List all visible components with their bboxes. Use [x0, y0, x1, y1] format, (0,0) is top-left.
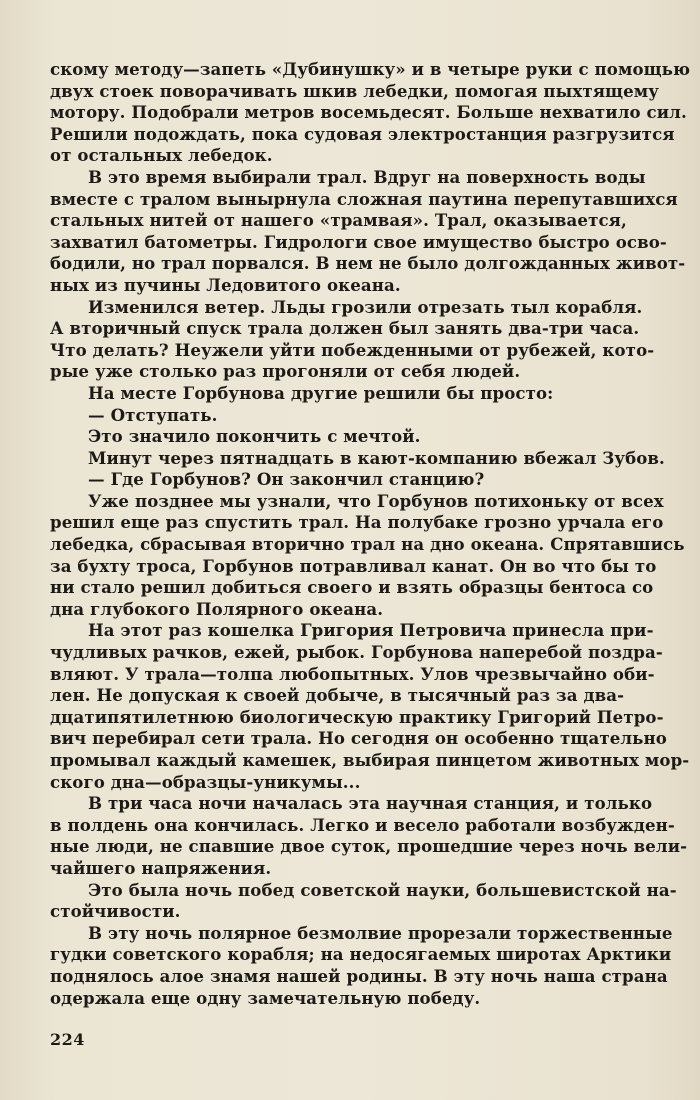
body-text	[50, 59, 690, 1009]
paragraph-start-line: На месте Горбунова другие решили бы просто:	[88, 382, 554, 403]
text-line: лен. Не допуская к своей добыче, в тысячный раз за два-	[50, 685, 625, 706]
text-line: дна глубокого Полярного океана.	[50, 598, 384, 619]
dialogue-line: — Отступать.	[88, 404, 218, 425]
text-line: А вторичный спуск трала должен был занять два-три часа.	[50, 318, 640, 339]
paragraph-start-line: В три часа ночи началась эта научная станция, и только	[88, 793, 653, 814]
text-line: решил еще раз спустить трал. На полубаке грозно урчала его	[50, 512, 664, 533]
text-line: ных из пучины Ледовитого океана.	[50, 274, 401, 295]
text-line: за бухту троса, Горбунов потравливал канат. Он во что бы то	[50, 555, 657, 576]
paragraph-start-line: Это была ночь побед советской науки, большевистской на-	[88, 879, 677, 900]
text-line: захватил батометры. Гидрологи свое имущество быстро осво-	[50, 231, 667, 252]
text-line: от остальных лебедок.	[50, 145, 273, 166]
text-line: мотору. Подобрали метров восемьдесят. Больше нехватило сил.	[50, 102, 687, 123]
text-line: дцатипятилетнюю биологическую практику Григорий Петро-	[50, 706, 664, 727]
text-line: гудки советского корабля; на недосягаемых широтах Арктики	[50, 944, 672, 965]
text-line: ского дна—образцы-уникумы...	[50, 771, 361, 792]
text-line: чайшего напряжения.	[50, 857, 272, 878]
text-line: лебедка, сбрасывая вторично трал на дно океана. Спрятавшись	[50, 534, 685, 555]
paragraph-start-line: В эту ночь полярное безмолвие прорезали торжественные	[88, 922, 673, 943]
text-line: вич перебирал сети трала. Но сегодня он особенно тщательно	[50, 728, 667, 749]
text-line: рые уже столько раз прогоняли от себя людей.	[50, 361, 521, 382]
text-line: двух стоек поворачивать шкив лебедки, помогая пыхтящему	[50, 80, 660, 101]
text-line: ные люди, не спавшие двое суток, прошедшие через ночь вели-	[50, 836, 688, 857]
text-line: вместе с тралом вынырнула сложная паутина перепутавшихся	[50, 188, 678, 209]
text-line: чудливых рачков, ежей, рыбок. Горбунова наперебой поздра-	[50, 642, 663, 663]
text-line: стойчивости.	[50, 901, 181, 922]
text-line: вляют. У трала—толпа любопытных. Улов чрезвычайно оби-	[50, 663, 655, 684]
text-line: Решили подождать, пока судовая электростанция разгрузится	[50, 123, 675, 144]
paragraph-start-line: Уже позднее мы узнали, что Горбунов потихоньку от всех	[88, 490, 664, 511]
text-line: Что делать? Неужели уйти побежденными от рубежей, кото-	[50, 339, 655, 360]
text-line: поднялось алое знамя нашей родины. В эту ночь наша страна	[50, 965, 668, 986]
paragraph-start-line: В это время выбирали трал. Вдруг на поверхность воды	[88, 166, 646, 187]
text-line: в полдень она кончилась. Легко и весело работали возбужден-	[50, 814, 675, 835]
paragraph-start-line: Изменился ветер. Льды грозили отрезать тыл корабля.	[88, 296, 643, 317]
text-line: стальных нитей от нашего «трамвая». Трал, оказывается,	[50, 210, 627, 231]
text-line: бодили, но трал порвался. В нем не было долгожданных живот-	[50, 253, 686, 274]
text-line: промывал каждый камешек, выбирая пинцетом животных мор-	[50, 750, 690, 770]
text-line: скому методу—запеть «Дубинушку» и в четыре руки с помощью	[50, 59, 691, 79]
text-line: одержала еще одну замечательную победу.	[50, 987, 481, 1008]
paragraph-start-line: Минут через пятнадцать в кают-компанию вбежал Зубов.	[88, 447, 665, 468]
paragraph-start-line: Это значило покончить с мечтой.	[88, 426, 421, 447]
paragraph-start-line: На этот раз кошелка Григория Петровича принесла при-	[88, 620, 654, 641]
text-line: ни стало решил добиться своего и взять образцы бентоса со	[50, 577, 654, 598]
dialogue-line: — Где Горбунов? Он закончил станцию?	[88, 469, 485, 490]
page-number: 224	[50, 1030, 85, 1049]
